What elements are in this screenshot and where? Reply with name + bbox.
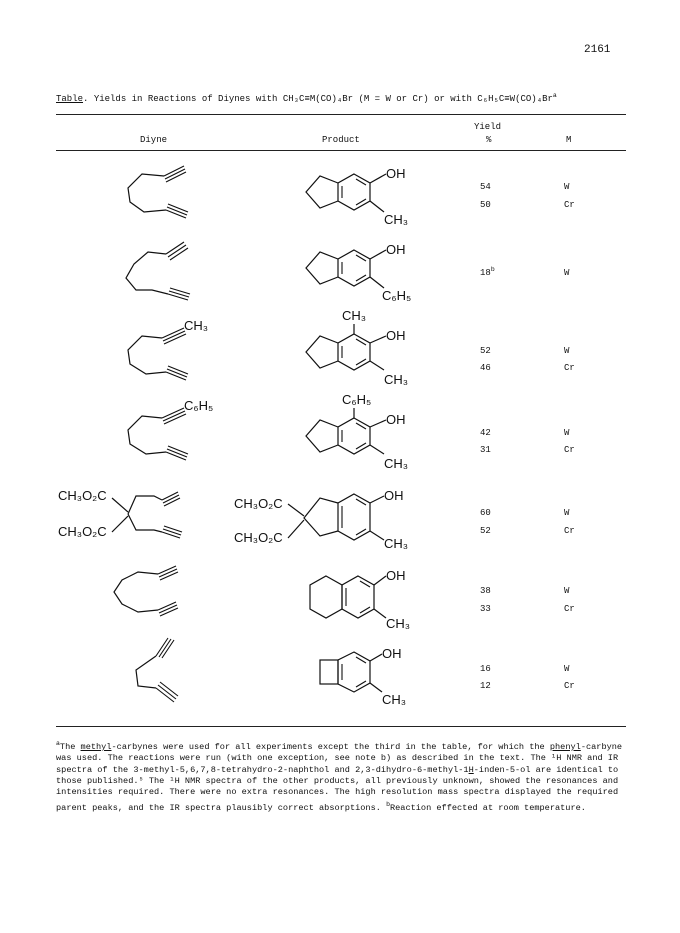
table-footnote bbox=[56, 738, 624, 814]
diyne-structure-3 bbox=[104, 314, 234, 384]
yield-row-5-b: 52 bbox=[480, 526, 491, 536]
metal-row-7-b: Cr bbox=[564, 681, 575, 691]
yield-row-6-a: 38 bbox=[480, 586, 491, 596]
ch3-label: CH₃ bbox=[384, 536, 409, 551]
ch3-label: CH₃ bbox=[384, 456, 409, 471]
oh-label: OH bbox=[386, 242, 406, 257]
header-yield: Yield bbox=[474, 122, 502, 132]
oh-label: OH bbox=[382, 646, 402, 661]
product-structure-1 bbox=[290, 160, 440, 232]
footnote-mark-a: a bbox=[56, 740, 60, 747]
metal-row-7-a: W bbox=[564, 664, 570, 674]
caption-text: . Yields in Reactions of Diynes with CH₃C≡M(CO)₄Br (M = W or Cr) or with C₆H₅C≡W(CO)₄Br bbox=[83, 94, 553, 104]
oh-label: OH bbox=[386, 328, 406, 343]
diyne-structure-7 bbox=[112, 630, 192, 710]
yield-row-2-a bbox=[480, 266, 495, 278]
table-top-rule bbox=[56, 114, 626, 115]
caption-note-mark: a bbox=[552, 92, 557, 99]
footnote-methyl: methyl bbox=[80, 741, 112, 752]
diyne-structure-4 bbox=[104, 394, 234, 464]
ch3-label: CH₃ bbox=[382, 692, 407, 707]
metal-row-4-b: Cr bbox=[564, 445, 575, 455]
product-structure-6 bbox=[290, 562, 440, 634]
product-structure-2 bbox=[290, 240, 440, 312]
diyne-structure-6 bbox=[104, 562, 194, 624]
product-structure-5 bbox=[232, 482, 442, 554]
ch3-label: CH₃ bbox=[384, 212, 409, 227]
c6h5-label: C₆H₅ bbox=[382, 288, 412, 303]
footnote-mark-b: b bbox=[386, 800, 390, 808]
header-diyne: Diyne bbox=[140, 135, 168, 145]
oh-label: OH bbox=[386, 166, 406, 181]
diyne-structure-5 bbox=[56, 482, 206, 552]
product-structure-7 bbox=[300, 640, 440, 712]
footnote-paragraph: $^a$The methyl-carbynes were used for all experiments except the third in the table, for which the phenyl-carbyne was used. The reactions were run (with one exception, see note b) as described in the text. The ¹H NMR and IR spectra of the 3-methyl-5,6,7,8-tetrahydro-2-naphthol and 2,3-dihydro-6-methyl-1H-inden-5-ol are identical to those published.⁵ The ¹H NMR spectra of the other products, all previously unknown, showed the resonances and intensities required. There were no extra resonances. The high resolution mass spectra displayed the required parent peaks, and the IR spectra plausibly correct absorptions. $^b$Reaction effected at room temperature. bbox=[56, 740, 623, 813]
co2me-label-bottom: CH₃O₂C bbox=[58, 524, 107, 539]
page-number: 2161 bbox=[584, 44, 611, 56]
ch3-label: CH₃ bbox=[342, 308, 367, 323]
table-label: Table bbox=[56, 94, 84, 104]
yield-note-mark: b bbox=[490, 266, 495, 273]
header-yield-unit: % bbox=[486, 135, 492, 145]
metal-row-3-a: W bbox=[564, 346, 570, 356]
footnote-phenyl: phenyl bbox=[549, 741, 581, 752]
c6h5-label: C₆H₅ bbox=[342, 392, 372, 407]
header-product: Product bbox=[322, 135, 360, 145]
diyne-structure-1 bbox=[104, 160, 194, 224]
co2me-label-bottom: CH₃O₂C bbox=[234, 530, 283, 545]
yield-row-1-a: 54 bbox=[480, 182, 491, 192]
metal-row-6-a: W bbox=[564, 586, 570, 596]
yield-row-7-b: 12 bbox=[480, 681, 491, 691]
metal-row-1-b: Cr bbox=[564, 200, 575, 210]
ch3-label: CH₃ bbox=[386, 616, 411, 631]
header-bottom-rule bbox=[56, 150, 626, 151]
yield-row-4-b: 31 bbox=[480, 445, 491, 455]
yield-row-7-a: 16 bbox=[480, 664, 491, 674]
yield-value: 18 bbox=[480, 268, 491, 278]
metal-row-2-a: W bbox=[564, 268, 570, 278]
yield-row-4-a: 42 bbox=[480, 428, 491, 438]
yield-row-1-b: 50 bbox=[480, 200, 491, 210]
footnote-italic-h: H bbox=[468, 764, 474, 775]
metal-row-5-a: W bbox=[564, 508, 570, 518]
c6h5-label: C₆H₅ bbox=[184, 398, 214, 413]
ch3-label: CH₃ bbox=[384, 372, 409, 387]
table-bottom-rule bbox=[56, 726, 626, 727]
co2me-label-top: CH₃O₂C bbox=[58, 488, 107, 503]
metal-row-4-a: W bbox=[564, 428, 570, 438]
metal-row-6-b: Cr bbox=[564, 604, 575, 614]
ch3-label: CH₃ bbox=[184, 318, 209, 333]
metal-row-1-a: W bbox=[564, 182, 570, 192]
oh-label: OH bbox=[386, 568, 406, 583]
product-structure-3 bbox=[290, 306, 440, 390]
oh-label: OH bbox=[386, 412, 406, 427]
yield-row-5-a: 60 bbox=[480, 508, 491, 518]
co2me-label-top: CH₃O₂C bbox=[234, 496, 283, 511]
yield-row-3-a: 52 bbox=[480, 346, 491, 356]
table-caption bbox=[56, 92, 557, 104]
diyne-structure-2 bbox=[108, 238, 198, 306]
oh-label: OH bbox=[384, 488, 404, 503]
yield-row-6-b: 33 bbox=[480, 604, 491, 614]
metal-row-3-b: Cr bbox=[564, 363, 575, 373]
product-structure-4 bbox=[290, 390, 440, 474]
metal-row-5-b: Cr bbox=[564, 526, 575, 536]
header-metal: M bbox=[566, 135, 572, 145]
yield-row-3-b: 46 bbox=[480, 363, 491, 373]
